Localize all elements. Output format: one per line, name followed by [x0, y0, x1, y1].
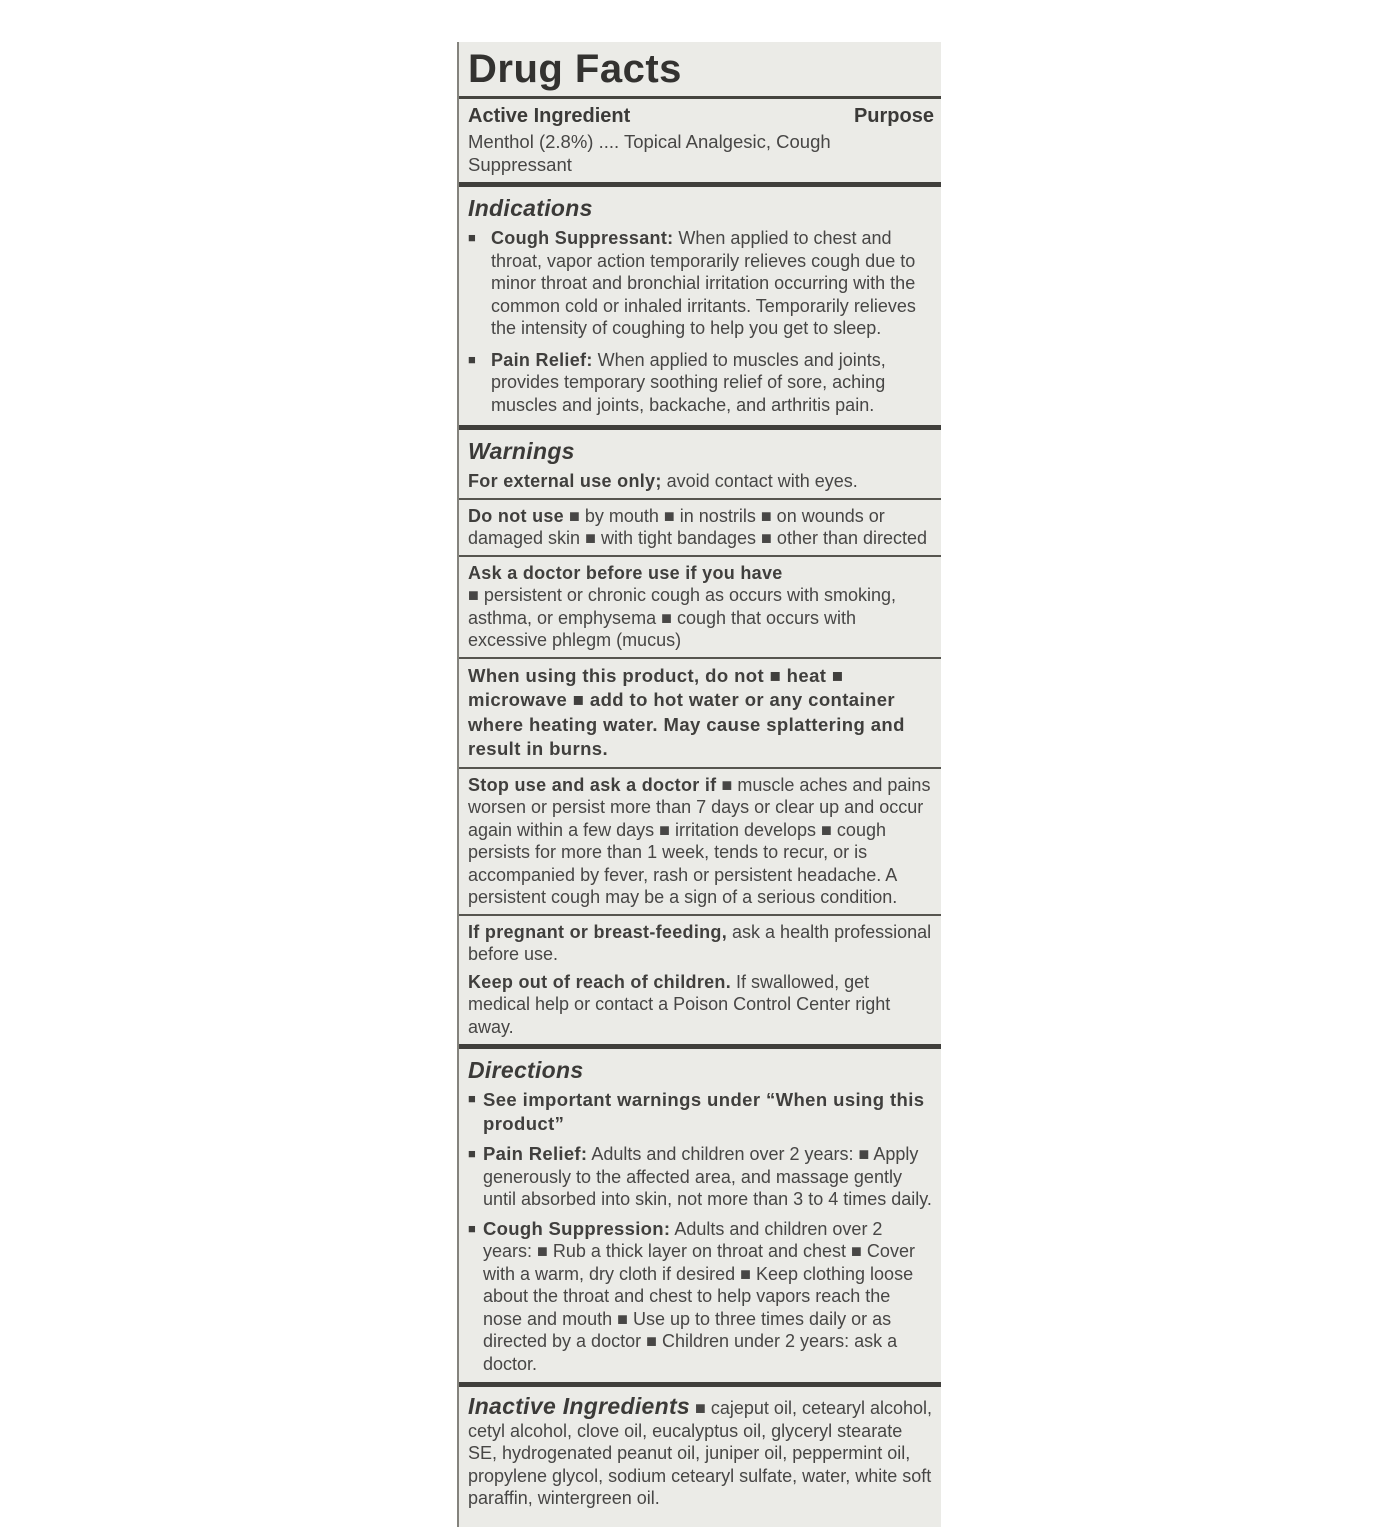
indication-text	[491, 349, 934, 417]
indication-label: Cough Suppressant:	[491, 228, 674, 248]
purpose-heading: Purpose	[853, 105, 934, 127]
indication-text	[491, 227, 934, 340]
warning-lead: If pregnant or breast-feeding,	[468, 921, 728, 942]
active-ingredient-value: Menthol (2.8%) .... Topical Analgesic, Cough Suppressant	[468, 131, 831, 175]
direction-item-cough-suppression	[459, 1218, 941, 1376]
square-bullet-icon: ■	[468, 1220, 476, 1236]
direction-label: Cough Suppression:	[483, 1217, 671, 1239]
warning-body: ask a health professional before use.	[468, 921, 932, 964]
warning-body: ■ by mouth ■ in nostrils ■ on wounds or damaged skin ■ with tight bandages ■ other than directed	[468, 505, 928, 548]
warning-lead: For external use only;	[468, 471, 662, 491]
title-divider	[459, 96, 941, 99]
warning-external-use	[459, 470, 941, 493]
warning-body: If swallowed, get medical help or contact a Poison Control Center right away.	[468, 971, 891, 1037]
indications-heading: Indications	[468, 195, 593, 221]
sub-divider	[459, 498, 941, 500]
square-bullet-icon: ■	[468, 1146, 476, 1161]
directions-heading: Directions	[468, 1057, 584, 1083]
sub-divider	[459, 914, 941, 916]
active-ingredient-row	[459, 104, 941, 128]
warning-ask-doctor	[459, 562, 941, 652]
warning-when-using: When using this product, do not ■ heat ■ microwave ■ add to hot water or any container where heating water. May cause splattering and result in burns.	[468, 664, 905, 759]
warning-body: ■ muscle aches and pains worsen or persist more than 7 days or clear up and occur again within a few days ■ irritation develops ■ cough persists for more than 1 week, tends to recur, or is accompanied by fever, rash or persistent headache. A persistent cough may be a sign of a serious condition.	[468, 774, 931, 907]
warning-lead: Stop use and ask a doctor if	[468, 774, 717, 795]
direction-text	[483, 1143, 934, 1211]
warning-pregnant	[459, 921, 941, 966]
warning-lead: Do not use	[468, 505, 564, 526]
square-bullet-icon: ■	[468, 351, 476, 367]
direction-text: See important warnings under “When using this product”	[483, 1089, 925, 1134]
section-divider	[459, 425, 941, 430]
direction-body: Adults and children over 2 years: ■ Rub a thick layer on throat and chest ■ Cover with a warm, dry cloth if desired ■ Keep clothing loose about the throat and chest to help vapors reach the nose and mouth ■ Use up to three times daily or as directed by a doctor ■ Children under 2 years: ask a doctor.	[483, 1218, 915, 1374]
inactive-ingredients-heading: Inactive Ingredients	[468, 1393, 691, 1419]
warning-lead: Keep out of reach of children.	[468, 971, 732, 992]
warning-lead: Ask a doctor before use if you have	[468, 562, 783, 583]
sub-divider	[459, 555, 941, 557]
warning-children	[459, 971, 941, 1039]
indication-item-cough-suppressant	[459, 227, 941, 340]
warning-do-not-use	[459, 505, 941, 550]
drug-facts-panel	[457, 42, 941, 1527]
indication-label: Pain Relief:	[491, 349, 593, 370]
indication-item-pain-relief	[459, 349, 941, 417]
drug-facts-title: Drug Facts	[468, 47, 682, 91]
warning-body: ■ persistent or chronic cough as occurs with smoking, asthma, or emphysema ■ cough that occurs with excessive phlegm (mucus)	[468, 585, 897, 650]
direction-label: Pain Relief:	[483, 1143, 588, 1164]
indication-body: When applied to chest and throat, vapor action temporarily relieves cough due to minor throat and bronchial irritation occurring with the common cold or inhaled irritants. Temporarily relieves the intensity of coughing to help you get to sleep.	[491, 228, 916, 338]
section-divider	[459, 182, 941, 187]
inactive-ingredients-body: ■ cajeput oil, cetearyl alcohol, cetyl alcohol, clove oil, eucalyptus oil, glyceryl stearate SE, hydrogenated peanut oil, juniper oil, peppermint oil, propylene glycol, sodium cetearyl sulfate, water, white soft paraffin, wintergreen oil.	[468, 1398, 933, 1508]
sub-divider	[459, 767, 941, 769]
warning-body: avoid contact with eyes.	[661, 471, 858, 491]
sub-divider	[459, 657, 941, 659]
direction-item-see-warnings	[459, 1088, 941, 1136]
direction-item-pain-relief	[459, 1143, 941, 1211]
inactive-ingredients	[459, 1395, 941, 1510]
section-divider	[459, 1044, 941, 1049]
indication-body: When applied to muscles and joints, provides temporary soothing relief of sore, aching muscles and joints, backache, and arthritis pain.	[491, 349, 886, 415]
warning-stop-use	[459, 774, 941, 909]
square-bullet-icon: ■	[468, 1091, 476, 1106]
active-ingredient-heading: Active Ingredient	[468, 105, 631, 127]
direction-body: Adults and children over 2 years: ■ Apply generously to the affected area, and massage gently until absorbed into skin, not more than 3 to 4 times daily.	[483, 1144, 932, 1209]
section-divider	[459, 1382, 941, 1387]
warnings-heading: Warnings	[468, 438, 575, 464]
square-bullet-icon: ■	[468, 230, 476, 245]
direction-text	[483, 1218, 934, 1376]
